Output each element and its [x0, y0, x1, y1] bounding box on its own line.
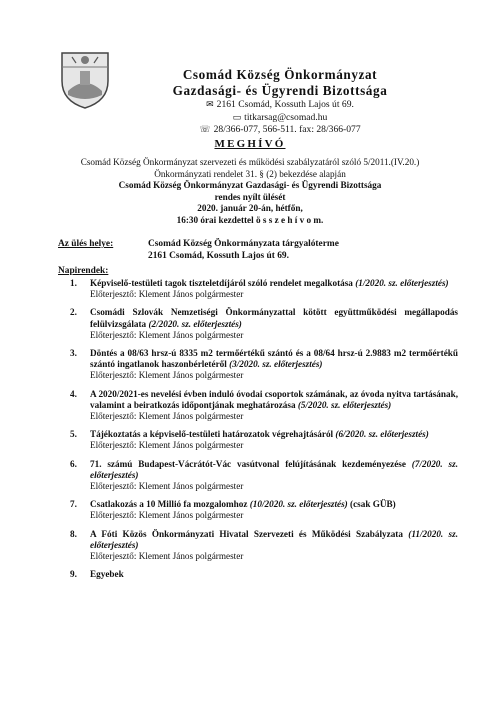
- agenda-item-reference: (3/2020. sz. előterjesztés): [229, 359, 323, 370]
- agenda-item: [58, 459, 458, 493]
- agenda-item-title: 71. számú Budapest-Vácrátót-Vác vasútvonal felújításának kezdeményezése (7/2020. sz. előterjesztés): [90, 458, 458, 480]
- agenda-item: [58, 278, 458, 300]
- agenda-item-number: 1.: [70, 278, 77, 288]
- postal-address: ✉ 2161 Csomád, Kossuth Lajos út 69.: [206, 99, 354, 110]
- venue-label: Az ülés helye:: [58, 239, 114, 249]
- agenda-item-reference: (2/2020. sz. előterjesztés): [148, 318, 242, 329]
- agenda-list: [58, 278, 458, 587]
- agenda-item-presenter: Előterjesztő: Klement János polgármester: [90, 510, 244, 521]
- agenda-item-title: Csatlakozás a 10 Millió fa mozgalomhoz (10/2020. sz. előterjesztés) (csak GÜB): [90, 499, 396, 510]
- agenda-item-presenter: Előterjesztő: Klement János polgármester: [90, 289, 244, 300]
- agenda-item-presenter: Előterjesztő: Klement János polgármester: [90, 440, 244, 451]
- coat-of-arms-icon: [58, 45, 112, 111]
- agenda-item: [58, 389, 458, 423]
- phone-numbers: ☏ 28/366-077, 566-511. fax: 28/366-077: [199, 124, 361, 135]
- intro-line: Csomád Község Önkormányzat Gazdasági- és Ügyrendi Bizottsága: [118, 180, 382, 190]
- agenda-item-number: 6.: [70, 458, 77, 469]
- letterhead: [140, 67, 420, 137]
- agenda-item-presenter: Előterjesztő: Klement János polgármester: [90, 329, 244, 340]
- agenda-item: [58, 429, 458, 451]
- venue-value: Csomád Község Önkormányzata tárgyalóterme 2161 Csomád, Kossuth Lajos út 69.: [148, 239, 339, 261]
- agenda-item-title: Csomádi Szlovák Nemzetiségi Önkormányzattal kötött együttműködési megállapodás felülvizsgálata (2/2020. sz. előterjesztés): [90, 307, 458, 329]
- agenda-item-reference: (11/2020. sz. előterjesztés): [90, 528, 458, 550]
- agenda-item: [58, 348, 458, 382]
- invitation-intro: [30, 157, 470, 226]
- agenda-item: [58, 307, 458, 341]
- agenda-item: [58, 529, 458, 563]
- intro-line: rendes nyílt ülését: [214, 191, 286, 202]
- agenda-item: [58, 569, 458, 580]
- organization-name: Csomád Község Önkormányzat: [182, 67, 378, 82]
- agenda-item-reference: (7/2020. sz. előterjesztés): [90, 458, 458, 480]
- committee-name: Gazdasági- és Ügyrendi Bizottsága: [172, 83, 388, 98]
- agenda-item-title: Tájékoztatás a képviselő-testületi határozatok végrehajtásáról (6/2020. sz. előterjesztés): [90, 429, 429, 440]
- agenda-item-presenter: Előterjesztő: Klement János polgármester: [90, 370, 244, 381]
- agenda-item-number: 4.: [70, 388, 77, 399]
- agenda-label: Napirendek:: [58, 266, 109, 276]
- intro-line: Csomád Község Önkormányzat szervezeti és működési szabályzatáról szóló 5/2011.(IV.20.): [80, 157, 420, 167]
- agenda-item-number: 8.: [70, 528, 77, 539]
- meeting-date: 2020. január 20-án, hétfőn,: [197, 203, 303, 213]
- meeting-time: 16:30 órai kezdettel ö s s z e h í v o m.: [176, 214, 324, 225]
- agenda-item-title: Döntés a 08/63 hrsz-ú 8335 m2 termőértékű szántó és a 08/64 hrsz-ú 2.9883 m2 termőértékű szántó ingatlanok haszonbérletéről (3/2020. sz. előterjesztés): [90, 348, 458, 370]
- email-address: ▭ titkarsag@csomad.hu: [232, 111, 328, 123]
- agenda-item-note: (csak GÜB): [347, 499, 396, 510]
- telephone-icon: ☏: [199, 125, 211, 135]
- agenda-item-reference: (1/2020. sz. előterjesztés): [355, 278, 449, 288]
- agenda-item-reference: (5/2020. sz. előterjesztés): [297, 399, 392, 410]
- intro-line: Önkormányzati rendelet 31. § (2) bekezdése alapján: [154, 168, 346, 179]
- agenda-item-presenter: Előterjesztő: Klement János polgármester: [90, 551, 244, 562]
- agenda-item-reference: (10/2020. sz. előterjesztés): [249, 499, 348, 510]
- agenda-item-number: 3.: [70, 348, 77, 359]
- agenda-item-reference: (6/2020. sz. előterjesztés): [335, 429, 429, 440]
- envelope-icon: ✉: [206, 100, 214, 110]
- agenda-item-number: 7.: [70, 499, 77, 510]
- agenda-item-title: A Fóti Közös Önkormányzati Hivatal Szervezeti és Működési Szabályzata (11/2020. sz. előterjesztés): [90, 528, 458, 550]
- agenda-item-presenter: Előterjesztő: Klement János polgármester: [90, 481, 244, 492]
- agenda-item-title: Képviselő-testületi tagok tiszteletdíjáról szóló rendelet megalkotása (1/2020. sz. előterjesztés): [90, 278, 449, 288]
- computer-icon: ▭: [232, 112, 242, 123]
- agenda-item-number: 9.: [70, 569, 77, 580]
- document-title: MEGHÍVÓ: [214, 138, 286, 150]
- agenda-item-presenter: Előterjesztő: Klement János polgármester: [90, 411, 244, 422]
- agenda-item-title: Egyebek: [90, 569, 124, 580]
- agenda-item-number: 5.: [70, 429, 77, 440]
- agenda-item-number: 2.: [70, 307, 77, 318]
- agenda-item: [58, 499, 458, 521]
- agenda-item-title: A 2020/2021-es nevelési évben induló óvodai csoportok számának, az óvoda nyitva tartásának, valamint a beiratkozás időpontjának meghatározása (5/2020. sz. előterjesztés): [90, 388, 458, 410]
